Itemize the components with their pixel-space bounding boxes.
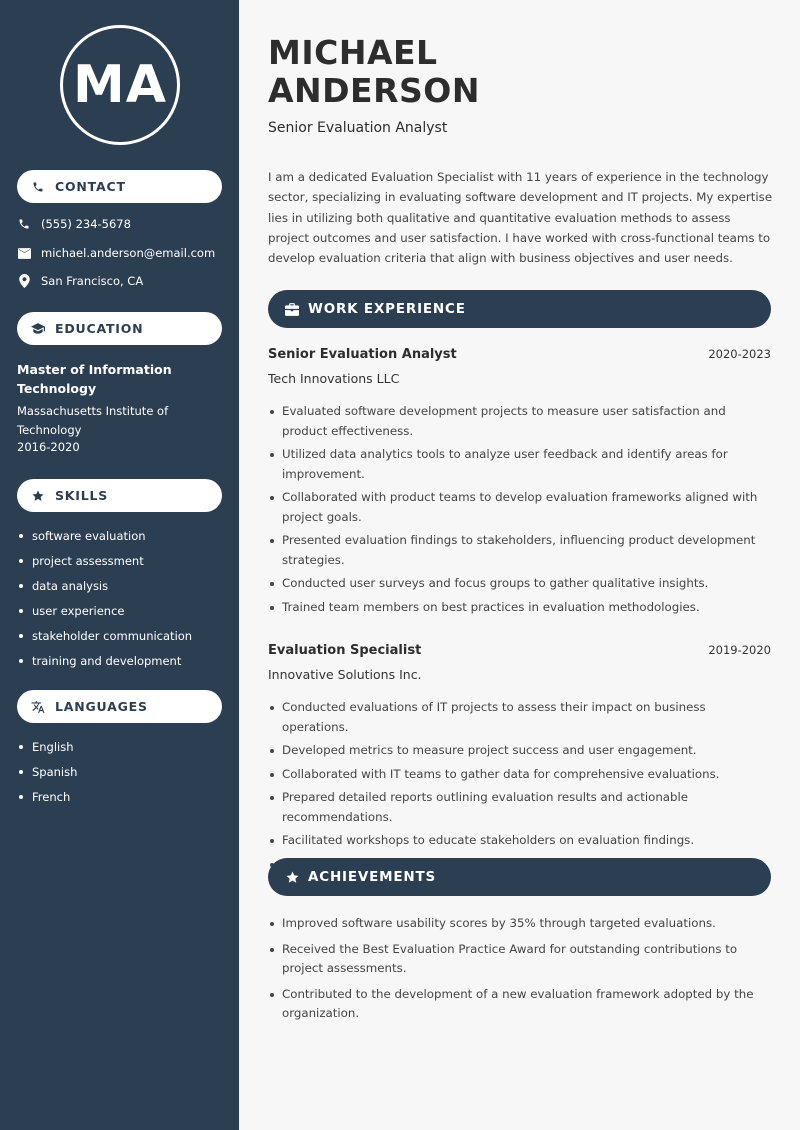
first-name: MICHAEL: [268, 33, 438, 72]
job-bullet: Presented evaluation findings to stakeholders, influencing product development strategies.: [268, 531, 771, 570]
job-bullet: Trained team members on best practices in evaluation methodologies.: [268, 598, 771, 618]
job-bullet: Developed metrics to measure project success and user engagement.: [268, 741, 771, 761]
achievement-item: Contributed to the development of a new evaluation framework adopted by the organization.: [268, 985, 771, 1024]
job-company: Innovative Solutions Inc.: [268, 667, 422, 682]
contact-heading: [17, 170, 222, 203]
job-years: 2019-2020: [708, 643, 771, 657]
work-experience-title: WORK EXPERIENCE: [308, 301, 466, 317]
contact-email: [17, 246, 215, 260]
education-years: 2016-2020: [17, 440, 80, 454]
contact-location: [17, 274, 143, 288]
languages-heading: [17, 690, 222, 723]
job-title: Senior Evaluation Analyst: [268, 347, 457, 362]
skill-item: data analysis: [17, 578, 192, 603]
education-degree: Master of Information Technology: [17, 362, 172, 396]
profile-summary: I am a dedicated Evaluation Specialist with 11 years of experience in the technology sector, specializing in evaluating software development and IT projects. My expertise lies in utilizing both qualitative and quantitative evaluation methods to assess project outcomes and user satisfaction. I have worked with cross-functional teams to develop evaluation criteria that align with business objectives and user needs.: [268, 170, 773, 266]
phone-icon: [17, 217, 31, 231]
language-item: Spanish: [17, 764, 77, 789]
star-icon: [285, 870, 299, 884]
translate-icon: [31, 700, 45, 714]
languages-list: [17, 739, 77, 814]
location-pin-icon: [17, 274, 31, 288]
work-experience-heading: [268, 290, 771, 328]
job-bullet: Collaborated with IT teams to gather data for comprehensive evaluations.: [268, 765, 771, 785]
skill-item: training and development: [17, 653, 192, 678]
language-item: English: [17, 739, 77, 764]
mail-icon: [17, 246, 31, 260]
education-title: EDUCATION: [55, 321, 144, 336]
skill-item: project assessment: [17, 553, 192, 578]
contact-phone: [17, 217, 131, 231]
achievements-heading: [268, 858, 771, 896]
phone-icon: [31, 180, 45, 194]
job-bullet: Prepared detailed reports outlining evaluation results and actionable recommendations.: [268, 788, 771, 827]
job-bullet: Utilized data analytics tools to analyze user feedback and identify areas for improvement.: [268, 445, 771, 484]
education-heading: [17, 312, 222, 345]
skills-title: SKILLS: [55, 488, 109, 503]
avatar-initials: MA: [60, 25, 180, 145]
achievement-item: Improved software usability scores by 35% through targeted evaluations.: [268, 914, 771, 934]
job-bullet: Evaluated software development projects to measure user satisfaction and product effectiveness.: [268, 402, 771, 441]
skill-item: user experience: [17, 603, 192, 628]
skill-item: software evaluation: [17, 528, 192, 553]
graduation-cap-icon: [31, 322, 45, 336]
achievements-list: [268, 914, 771, 1024]
skill-item: stakeholder communication: [17, 628, 192, 653]
full-name: [268, 34, 480, 110]
skills-list: [17, 528, 192, 678]
phone-text: (555) 234-5678: [41, 217, 131, 231]
briefcase-icon: [285, 302, 299, 316]
email-text: michael.anderson@email.com: [41, 246, 216, 260]
job-bullet: Collaborated with product teams to develop evaluation frameworks aligned with project goals.: [268, 488, 771, 527]
star-icon: [31, 489, 45, 503]
job-years: 2020-2023: [708, 347, 771, 361]
education-school: Massachusetts Institute of Technology: [17, 404, 169, 437]
job-bullet: Conducted evaluations of IT projects to assess their impact on business operations.: [268, 698, 771, 737]
contact-title: CONTACT: [55, 179, 126, 194]
sidebar: [0, 0, 239, 1130]
achievement-item: Received the Best Evaluation Practice Award for outstanding contributions to project assessments.: [268, 940, 771, 979]
languages-title: LANGUAGES: [55, 699, 148, 714]
job-bullet: Conducted user surveys and focus groups to gather qualitative insights.: [268, 574, 771, 594]
job-role-title: Senior Evaluation Analyst: [268, 120, 448, 136]
achievements-title: ACHIEVEMENTS: [308, 869, 437, 885]
job-title: Evaluation Specialist: [268, 643, 422, 658]
skills-heading: [17, 479, 222, 512]
last-name: ANDERSON: [268, 71, 480, 110]
language-item: French: [17, 789, 77, 814]
job-bullets: [268, 402, 771, 617]
job-bullet: Facilitated workshops to educate stakeholders on evaluation findings.: [268, 831, 771, 851]
location-text: San Francisco, CA: [41, 274, 144, 288]
job-bullets: [268, 698, 771, 874]
job-company: Tech Innovations LLC: [268, 371, 400, 386]
